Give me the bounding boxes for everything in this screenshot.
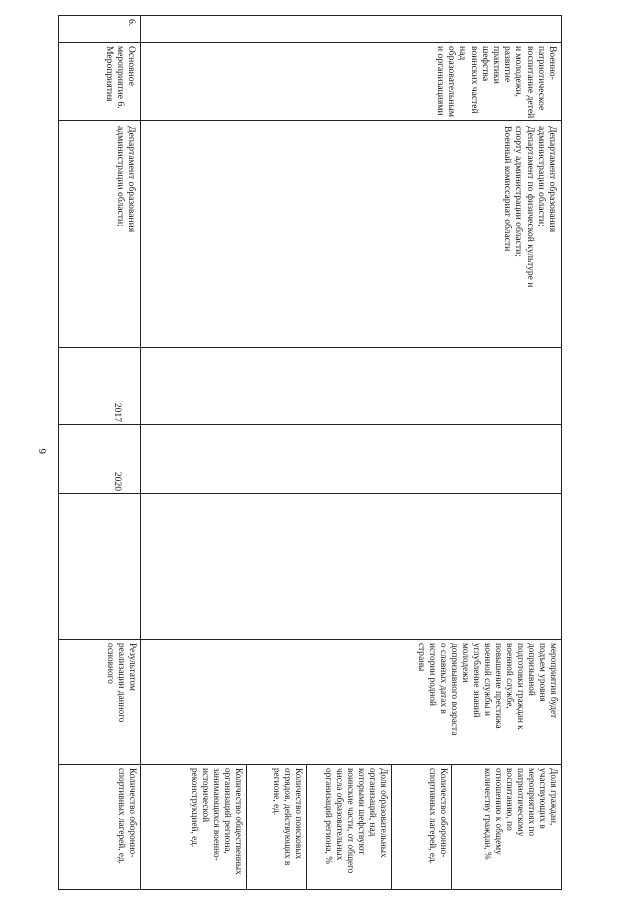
target-indicator-line: исторической: [200, 768, 210, 823]
expected-result-line: Результатом: [127, 643, 137, 691]
activity-name-line: мероприятие 6.: [114, 46, 126, 109]
activity-executors: [143, 126, 558, 345]
activity-name-line: воинских частей: [468, 46, 480, 114]
target-indicator: [454, 768, 558, 888]
target-indicator-line: реконструкцией, ед.: [189, 768, 199, 848]
target-indicator-line: Количество поисковых: [293, 768, 303, 860]
activity-name-line: Мероприятия: [103, 46, 115, 102]
start-year: 2017: [112, 402, 123, 422]
expected-result-line: основного: [105, 643, 115, 684]
target-indicator-line: Количество оборонно-: [438, 768, 448, 858]
target-indicator: [249, 768, 303, 888]
activity-name: [143, 46, 558, 118]
target-indicator-line: спортивных лагерей, ед.: [427, 768, 437, 864]
activity-name-line: и организациями: [434, 46, 446, 116]
target-indicator: [60, 768, 137, 888]
target-indicator-line: организаций, над: [367, 768, 377, 837]
expected-result-line: углубление знаний: [471, 643, 481, 718]
activity-name: [60, 46, 137, 118]
target-indicator-line: отношению к общему: [493, 768, 503, 855]
target-indicator-line: воинские части, от общего: [345, 768, 355, 874]
expected-result-line: реализации данного: [116, 643, 126, 723]
expected-result-line: допризывного возраста: [449, 643, 459, 736]
indicator-separator: [306, 764, 307, 890]
table-column-line: [58, 639, 562, 640]
row-number: [544, 19, 558, 40]
activity-name-line: шефства: [479, 46, 491, 82]
expected-result-line: страны: [416, 643, 426, 672]
end-year: 2020: [112, 471, 123, 491]
activity-name-line: развитие: [502, 46, 514, 83]
table-border-top: [561, 15, 562, 890]
expected-result-line: мероприятия будет: [548, 643, 558, 719]
start-year: [530, 349, 544, 422]
target-indicator-line: участвующих в: [537, 768, 547, 829]
expected-result-line: истории родной: [427, 643, 437, 706]
target-indicator-line: спортивных лагерей, ед.: [116, 768, 126, 864]
target-indicator-line: Доля образовательных: [378, 768, 388, 858]
page-number: 6: [37, 448, 49, 454]
activity-executors-line: администрации области;: [114, 126, 126, 227]
activity-name-line: и молодежи,: [513, 46, 525, 97]
table-column-line: [58, 15, 562, 16]
activity-executors-line: Военный комиссариат области: [502, 126, 514, 252]
table-border-bottom: [58, 15, 59, 890]
activity-executors-line: Департамент образования: [547, 126, 558, 233]
expected-result-line: повышение престижа: [493, 643, 503, 729]
activity-name-line: Основное: [126, 46, 137, 86]
row-number: 6.: [126, 19, 137, 27]
table-column-line: [58, 120, 562, 121]
table-column-line: [58, 424, 562, 425]
activity-name-line: практики: [490, 46, 502, 84]
table-column-line: [58, 889, 562, 890]
activity-name-line: патриотическое: [535, 46, 547, 111]
activity-name-line: над: [457, 46, 469, 61]
expected-result-line: подготовки граждан к: [515, 643, 525, 730]
table-column-line: [58, 42, 562, 43]
table-column-line: [58, 347, 562, 348]
activities-table: [58, 15, 562, 890]
expected-result: [143, 643, 558, 762]
activity-executors-line: администрации области;: [535, 126, 547, 227]
activity-name-line: Военно-: [547, 46, 558, 80]
target-indicator-line: которыми шефствуют: [356, 768, 366, 855]
expected-result-line: подъем уровня: [537, 643, 547, 702]
target-indicator: [143, 768, 243, 888]
indicator-separator: [451, 764, 452, 890]
target-indicator-line: патриотическому: [515, 768, 525, 837]
activity-executors-line: Департамент образования: [126, 126, 137, 233]
activity-executors-line: Департамент по физической культуре и: [524, 126, 536, 288]
table-row-separator: [140, 15, 141, 890]
target-indicator: [309, 768, 388, 888]
target-indicator-line: организаций региона,: [222, 768, 232, 854]
expected-result-line: молодежи: [460, 643, 470, 683]
target-indicator-line: отрядов, действующих в: [282, 768, 292, 866]
target-indicator: [394, 768, 448, 888]
target-indicator-line: занимающихся военно-: [211, 768, 221, 861]
target-indicator-line: Доля граждан,: [548, 768, 558, 826]
target-indicator-line: организаций региона, %: [323, 768, 333, 864]
target-indicator-line: Количество оборонно-: [127, 768, 137, 858]
activity-name-line: образовательным: [446, 46, 458, 117]
indicator-separator: [391, 764, 392, 890]
activity-name-line: воспитание детей: [524, 46, 536, 118]
target-indicator-line: Количество общественных: [233, 768, 243, 875]
expected-result-line: военной службе,: [504, 643, 514, 709]
expected-result-line: допризывной: [526, 643, 536, 696]
expected-result-line: о славных датах в: [438, 643, 448, 714]
expected-result: [60, 643, 137, 762]
expected-result-line: военной службы и: [482, 643, 492, 716]
table-column-line: [58, 493, 562, 494]
target-indicator-line: числа образовательных: [334, 768, 344, 861]
target-indicator-line: мероприятиях по: [526, 768, 536, 837]
activity-executors-line: спорту администрации области;: [513, 126, 525, 257]
target-indicator-line: количеству граждан, %: [482, 768, 492, 860]
indicator-separator: [246, 764, 247, 890]
activity-executors: [60, 126, 137, 345]
target-indicator-line: регионе, ед.: [271, 768, 281, 816]
target-indicator-line: воспитанию, по: [504, 768, 514, 831]
table-column-line: [58, 764, 562, 765]
end-year: [530, 426, 544, 491]
